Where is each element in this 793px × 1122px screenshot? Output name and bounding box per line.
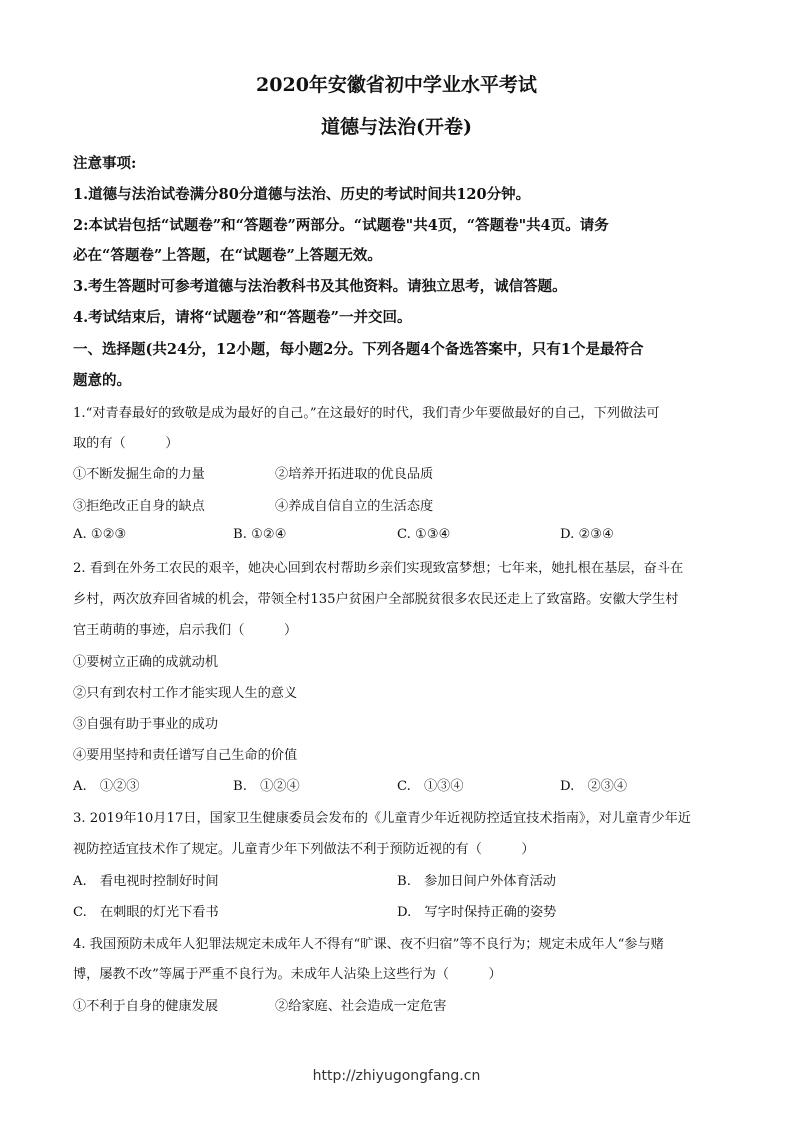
answer-option-d: D. ②③④ bbox=[560, 527, 614, 542]
question-stem: 官王萌萌的事迹，启示我们（ ） bbox=[73, 623, 298, 638]
statement-item: ④养成自信自立的生活态度 bbox=[275, 499, 434, 514]
question-stem: 3. 2019年10月17日，国家卫生健康委员会发布的《儿童青少年近视防控适宜技术指南》，对儿童青少年近 bbox=[73, 811, 691, 826]
answer-option-d: D. ②③④ bbox=[560, 779, 628, 794]
answer-option-b: B. ①②④ bbox=[233, 527, 287, 542]
statement-item: ①要树立正确的成就动机 bbox=[73, 655, 219, 670]
question-stem: 2. 看到在外务工农民的艰辛，她决心回到农村帮助乡亲们实现致富梦想；七年来，她扎根在基层，奋斗在 bbox=[73, 561, 684, 576]
exam-title: 2020年安徽省初中学业水平考试 bbox=[256, 74, 537, 96]
question-stem: 4. 我国预防未成年人犯罪法规定未成年人不得有“旷课、夜不归宿”等不良行为；规定未成年人“参与赌 bbox=[73, 937, 664, 952]
answer-option-d: D. 写字时保持正确的姿势 bbox=[397, 905, 557, 920]
note-item: 4.考试结束后，请将“试题卷”和“答题卷”一并交回。 bbox=[73, 309, 412, 326]
question-stem: 取的有（ ） bbox=[73, 436, 179, 451]
answer-option-a: A. ①②③ bbox=[73, 527, 127, 542]
statement-item: ①不断发掘生命的力量 bbox=[73, 467, 205, 482]
statement-item: ②培养开拓进取的优良品质 bbox=[275, 467, 434, 482]
question-stem: 博，屡教不改”等属于严重不良行为。未成年人沾染上这些行为（ ） bbox=[73, 967, 502, 982]
section-instructions: 一、选择题(共24分，12小题，每小题2分。下列各题4个备选答案中，只有1个是最符合 bbox=[73, 341, 644, 358]
statement-item: ②给家庭、社会造成一定危害 bbox=[275, 999, 447, 1014]
note-item: 2:本试岩包括“试题卷”和“答题卷”两部分。“试题卷"共4页，“答题卷"共4页。请务 bbox=[73, 217, 609, 234]
exam-subtitle: 道德与法治(开卷) bbox=[321, 116, 472, 138]
answer-option-b: B. 参加日间户外体育活动 bbox=[397, 874, 556, 889]
answer-option-a: A. ①②③ bbox=[73, 779, 140, 794]
answer-option-c: C. ①③④ bbox=[397, 527, 451, 542]
answer-option-c: C. 在刺眼的灯光下看书 bbox=[73, 905, 219, 920]
statement-item: ③自强有助于事业的成功 bbox=[73, 717, 219, 732]
note-item: 3.考生答题时可参考道德与法治教科书及其他资料。请独立思考，诚信答题。 bbox=[73, 278, 567, 295]
answer-option-a: A. 看电视时控制好时间 bbox=[73, 874, 219, 889]
note-item: 必在“答题卷”上答题，在“试题卷”上答题无效。 bbox=[73, 247, 382, 264]
statement-item: ①不利于自身的健康发展 bbox=[73, 999, 219, 1014]
statement-item: ②只有到农村工作才能实现人生的意义 bbox=[73, 686, 298, 701]
note-item: 1.道德与法治试卷满分80分道德与法治、历史的考试时间共120分钟。 bbox=[73, 186, 531, 203]
answer-option-b: B. ①②④ bbox=[233, 779, 300, 794]
statement-item: ③拒绝改正自身的缺点 bbox=[73, 499, 205, 514]
question-stem: 视防控适宜技术作了规定。儿童青少年下列做法不利于预防近视的有（ ） bbox=[73, 842, 535, 857]
notes-heading: 注意事项: bbox=[73, 155, 137, 172]
section-instructions-cont: 题意的。 bbox=[73, 372, 131, 389]
question-stem: 1.“对青春最好的致敬是成为最好的自己。”在这最好的时代，我们青少年要做最好的自己，下列做法可 bbox=[73, 406, 660, 421]
answer-option-c: C. ①③④ bbox=[397, 779, 464, 794]
footer-url: http://zhiyugongfang.cn bbox=[312, 1068, 481, 1084]
question-stem: 乡村，两次放弃回省城的机会，带领全村135户贫困户全部脱贫很多农民还走上了致富路。安徽大学生村 bbox=[73, 592, 679, 607]
statement-item: ④要用坚持和责任谱写自己生命的价值 bbox=[73, 748, 298, 763]
